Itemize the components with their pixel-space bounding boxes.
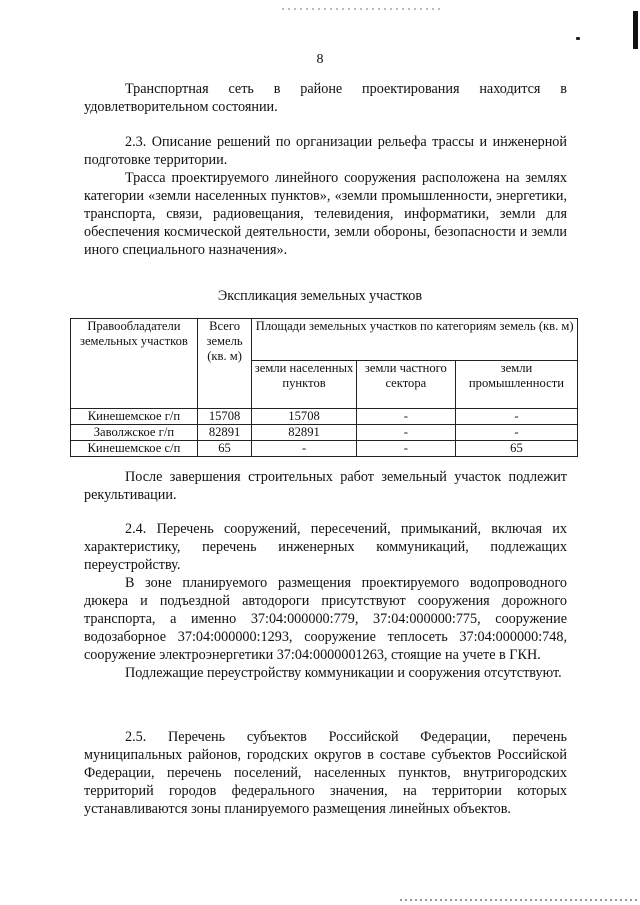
section-heading: 2.5. Перечень субъектов Российской Федерации, перечень муниципальных районов, городских округов в составе субъектов Российской Федерации, перечень поселений, населенных пунктов, внутригородских территорий городов федерального значения, на территории которых устанавливаются зоны планируемого размещения линейных объектов.	[84, 729, 567, 817]
table-header-row	[71, 319, 578, 361]
paragraph-text: В зоне планируемого размещения проектируемого водопроводного дюкера и подъездной автодороги присутствуют сооружения дорожного транспорта, а именно 37:04:000000:779, 37:04:000000:775, сооружение водозаборное 37:04:000000:1293, сооружение теплосеть 37:04:000000:748, сооружение электроэнергетики 37:04:0000001263, стоящие на учете в ГКН.	[84, 575, 567, 663]
scan-artifact-top	[282, 8, 442, 10]
cell-private: -	[356, 441, 455, 457]
cell-settlements: 15708	[252, 409, 357, 425]
scan-dot-mark	[576, 37, 580, 40]
paragraph-transport	[84, 80, 567, 116]
cell-owner: Заволжское г/п	[71, 425, 198, 441]
table-row	[71, 409, 578, 425]
header-owners: Правообладатели земельных участков	[71, 319, 198, 409]
header-category-settlements: земли населенных пунктов	[252, 361, 357, 409]
section-2-3	[84, 133, 567, 259]
cell-private: -	[356, 409, 455, 425]
section-heading: 2.3. Описание решений по организации рельефа трассы и инженерной подготовке территории.	[84, 134, 567, 168]
cell-owner: Кинешемское с/п	[71, 441, 198, 457]
paragraph-text: Трасса проектируемого линейного сооружения расположена на землях категории «земли населенных пунктов», «земли промышленности, энергетики, транспорта, связи, радиовещания, телевидения, информатики, земли для обеспечения космической деятельности, земли обороны, безопасности и земли иного специального назначения».	[84, 170, 567, 258]
paragraph-text: Подлежащие переустройству коммуникации и сооружения отсутствуют.	[125, 665, 562, 681]
cell-total: 82891	[197, 425, 251, 441]
cell-total: 65	[197, 441, 251, 457]
section-heading: 2.4. Перечень сооружений, пересечений, примыканий, включая их характеристику, перечень инженерных коммуникаций, подлежащих переустройству.	[84, 521, 567, 573]
land-explication-table	[70, 318, 578, 457]
cell-industry: -	[455, 425, 577, 441]
table-row	[71, 441, 578, 457]
cell-total: 15708	[197, 409, 251, 425]
header-category-industry: земли промышленности	[455, 361, 577, 409]
cell-settlements: 82891	[252, 425, 357, 441]
page-number: 8	[316, 52, 324, 67]
header-total: Всего земель (кв. м)	[197, 319, 251, 409]
cell-industry: -	[455, 409, 577, 425]
paragraph-text: После завершения строительных работ земельный участок подлежит рекультивации.	[84, 469, 567, 503]
scan-artifact-bottom	[400, 899, 638, 901]
header-category-private: земли частного сектора	[356, 361, 455, 409]
section-2-4	[84, 520, 567, 682]
cell-owner: Кинешемское г/п	[71, 409, 198, 425]
paragraph-text: Транспортная сеть в районе проектирования находится в удовлетворительном состоянии.	[84, 81, 567, 115]
section-2-5	[84, 728, 567, 818]
header-areas-group: Площади земельных участков по категориям земель (кв. м)	[252, 319, 578, 361]
table-row	[71, 425, 578, 441]
cell-settlements: -	[252, 441, 357, 457]
paragraph-recultivation	[84, 468, 567, 504]
cell-private: -	[356, 425, 455, 441]
table-title: Экспликация земельных участков	[217, 288, 423, 304]
scan-edge-mark	[633, 11, 638, 49]
cell-industry: 65	[455, 441, 577, 457]
